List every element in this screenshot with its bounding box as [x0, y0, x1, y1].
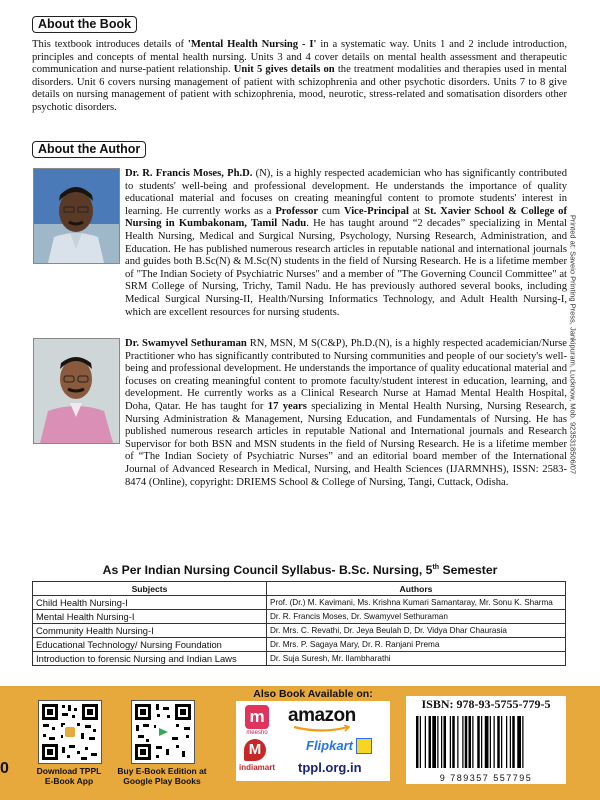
- author1-photo: [33, 168, 120, 264]
- table-row: [33, 624, 566, 638]
- tppl-website[interactable]: tppl.org.in: [298, 760, 362, 775]
- authors-cell: Dr. Mrs. C. Revathi, Dr. Jeya Beulah D, Dr. Vidya Dhar Chaurasia: [267, 624, 566, 638]
- subject-cell: Mental Health Nursing-I: [33, 610, 267, 624]
- barcode-bar: [416, 716, 419, 768]
- author2-bio: Dr. Swamyvel Sethuraman RN, MSN, M S(C&P), Ph.D.(N), is a highly respected academician/Nurse Practitioner who has significantly contributed to Nursing communities and people of our society's well- being and professional development. He understands the importance of quality educational material and focuses on creating meaningful content to promote faculty/student interest in education, learning, and development. He currently works as a Clinical Research Nurse at Hamad Mental Health Hospital, Doha, Qatar. He has taught for 17 years specializing in Mental Health Nursing, Nursing Research, Nursing Administration & Management, Nursing Education, and Fundamentals of Nursing. He has published numerous research articles in reputable National and International journals and Research Supervisor for both BSN and MSN students in the field of Nursing Research. He is a lifetime member of “The Indian Society of Psychiatric Nurses” and an editorial board member of the International Journal of Advanced Research in Medical, Nursing, and Health Sciences (IJARMNHS), ISSN: 2583-8474 (Online), copyright: DRIEMS School & College of Nursing, Tangi, Cuttack, Odisha.: [125, 338, 567, 488]
- indiamart-label: indiamart: [238, 763, 275, 772]
- barcode-bar: [469, 716, 472, 768]
- col-subjects: Subjects: [33, 582, 267, 596]
- subject-cell: Child Health Nursing-I: [33, 596, 267, 610]
- authors-cell: Dr. Mrs. P. Sagaya Mary, Dr. R. Ranjani Prema: [267, 638, 566, 652]
- stores-panel: [236, 701, 390, 781]
- subjects-table: [32, 581, 566, 666]
- barcode-bar: [522, 716, 523, 768]
- printer-note: Printed at: Saveio Printing Press, Jankipuram, Lucknow, Mob. 9235318506/07: [568, 214, 578, 475]
- left-edge-mark: 0: [0, 760, 9, 777]
- barcode-bar: [450, 716, 451, 768]
- flipkart-logo[interactable]: Flipkart: [306, 738, 353, 753]
- meesho-logo-icon[interactable]: m: [245, 705, 269, 729]
- barcode-bar: [444, 716, 447, 768]
- barcode-bar: [452, 716, 455, 768]
- tppl-app-qr[interactable]: [38, 700, 102, 764]
- authors-cell: Dr. Suja Suresh, Mr. Ilambharathi: [267, 652, 566, 666]
- barcode-digits: 9 789357 557795: [439, 773, 533, 783]
- google-play-label: Buy E-Book Edition at Google Play Books: [117, 766, 207, 786]
- barcode-bar: [481, 716, 482, 768]
- table-row: [33, 652, 566, 666]
- author2-photo: [33, 338, 120, 444]
- flipkart-bag-icon: [356, 738, 372, 754]
- authors-cell: Dr. R. Francis Moses, Dr. Swamyvel Sethuraman: [267, 610, 566, 624]
- about-book-text: This textbook introduces details of 'Mental Health Nursing - I' in a systematic way. Units 1 and 2 include introduction, principles and concepts of mental health nursing. Units 3 and 4 cover details on mental health assessment and therapeutic communication and nurse-patient relationship. Unit 5 gives details on the treatment modalities and therapies used in mental disorders. Unit 6 covers nursing management of patient with schizophrenia and other psychotic disorders. Units 7 to 8 give details on nursing management of patient with schizophrenia, mood, neurotic, stress-related and somatisation disorders other psychotic disorders.: [32, 39, 567, 113]
- barcode-bar: [517, 716, 521, 768]
- amazon-smile-icon: [292, 725, 352, 733]
- barcode-bar: [432, 716, 436, 768]
- isbn-label: ISBN: 978-93-5755-779-5: [406, 696, 566, 712]
- authors-cell: Prof. (Dr.) M. Kavimani, Ms. Krishna Kumari Samantaray, Mr. Sonu K. Sharma: [267, 596, 566, 610]
- barcode-bar: [510, 716, 511, 768]
- barcode-bar: [420, 716, 421, 768]
- tppl-app-label: Download TPPL E-Book App: [36, 766, 102, 786]
- also-available-title: Also Book Available on:: [253, 688, 373, 700]
- barcode-bar: [472, 716, 473, 768]
- barcode-bar: [462, 716, 463, 768]
- amazon-logo[interactable]: amazon: [288, 705, 356, 726]
- barcode-bar: [506, 716, 507, 768]
- barcode-bar: [437, 716, 438, 768]
- barcode-bar: [429, 716, 432, 768]
- barcode-bar: [497, 716, 500, 768]
- author1-bio-top: Dr. R. Francis Moses, Ph.D. (N), is a highly respected academician who has significantly contributed to students' well-being and professional development. He understands the importance of quality educational material and focuses on creating meaningful content to promote students' interest in learning. He currently works as a Professor cum Vice-Principal at St. Xavier School & College of Nursing in Kumbakonam, Tamil Nadu. He has taught around “2 decades” specializing in Mental Health Nursing, Medical and Surgical Nursing, Psychology, Nursing Research, Administration, and Education. He has published numerous research articles in reputable national and international journals and guides both B.Sc(N) & M.Sc(N) students in the field of Nursing Research. He is a lifetime member of "The Indian Society of Psychiatric Nurses" and a member of "The Governing Council Committee" at SRM College of Nursing, Trichy, Tamil Nadu. He has previously authored several books, including Medical Surgical Nursing-II, Health/Nursing Informatics Technology, and Adult Health Nursing-I, which are excellent resources for nursing students.: [125, 168, 567, 318]
- meesho-label: meesho: [246, 730, 268, 736]
- barcode-bar: [457, 716, 458, 768]
- barcode-bar: [477, 716, 480, 768]
- table-row: [33, 610, 566, 624]
- table-row: [33, 638, 566, 652]
- barcode-bar: [465, 716, 468, 768]
- barcode-bar: [425, 716, 426, 768]
- barcode-bar: [501, 716, 502, 768]
- barcode: [406, 712, 566, 784]
- google-play-qr[interactable]: [131, 700, 195, 764]
- about-author-heading: About the Author: [32, 141, 146, 158]
- about-book-heading: About the Book: [32, 16, 137, 33]
- syllabus-title: As Per Indian Nursing Council Syllabus- B.Sc. Nursing, 5th Semester: [102, 563, 498, 577]
- barcode-bar: [441, 716, 442, 768]
- col-authors: Authors: [267, 582, 566, 596]
- subject-cell: Community Health Nursing-I: [33, 624, 267, 638]
- subject-cell: Educational Technology/ Nursing Foundation: [33, 638, 267, 652]
- table-header-row: [33, 582, 566, 596]
- barcode-bar: [490, 716, 491, 768]
- table-row: [33, 596, 566, 610]
- barcode-bar: [494, 716, 495, 768]
- subject-cell: Introduction to forensic Nursing and Indian Laws: [33, 652, 267, 666]
- barcode-bar: [485, 716, 489, 768]
- indiamart-logo-icon[interactable]: M: [244, 739, 266, 761]
- barcode-bars-icon: [414, 716, 558, 768]
- barcode-bar: [512, 716, 515, 768]
